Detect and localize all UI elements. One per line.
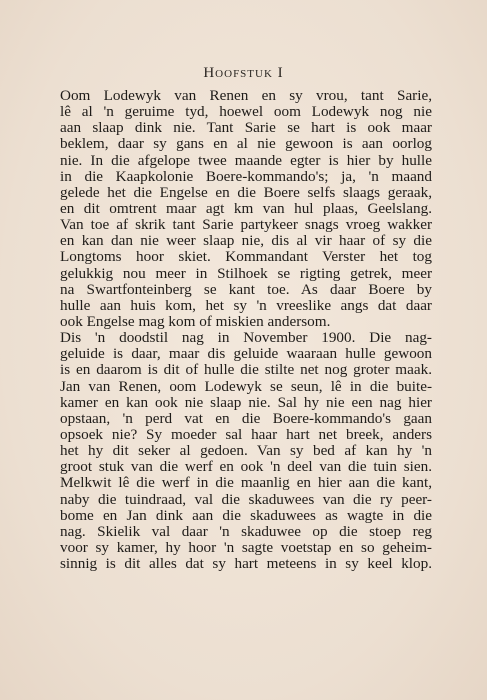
text-line: geluide is daar, maar dis geluide waaraan hulle gewoon (60, 345, 432, 363)
text-line: gelede het die Engelse en die Boere selfs slaags geraak, (60, 183, 432, 201)
text-line: Van toe af skrik tant Sarie partykeer snags vroeg wakker (60, 216, 432, 234)
text-line: aan slaap dink nie. Tant Sarie se hart is ook maar (60, 119, 432, 137)
text-line: nag. Skielik val daar 'n skaduwee op die stoep reg (60, 522, 432, 540)
text-line: bome en Jan dink aan die skaduwees as wagte in die (60, 506, 432, 524)
text-line: beklem, daar sy gans en al nie gewoon is aan oorlog (60, 135, 432, 153)
text-line: gelukkig nou meer in Stilhoek se rigting getrek, meer (60, 264, 432, 282)
text-line: lê al 'n geruime tyd, hoewel oom Lodewyk nog nie (60, 103, 432, 121)
text-line: en kan dan nie weer slaap nie, dis al vir haar of sy die (60, 232, 432, 250)
text-line: nie. In die afgelope twee maande egter is hier by hulle (60, 151, 432, 169)
text-line: opstaan, 'n perd vat en die Boere-kommando's gaan (60, 409, 432, 427)
text-line: hulle aan huis kom, het sy 'n vreeslike angs dat daar (60, 296, 432, 314)
text-line: kamer en kan ook nie slaap nie. Sal hy nie een nag hier (60, 393, 432, 411)
text-line: Oom Lodewyk van Renen en sy vrou, tant Sarie, (60, 87, 432, 104)
text-line: Melkwit lê die werf in die maanlig en hier aan die kant, (60, 474, 432, 492)
chapter-title: Hoofstuk I (203, 65, 284, 81)
text-line: na Swartfonteinberg se kant toe. As daar Boere by (60, 280, 432, 298)
text-line: in die Kaapkolonie Boere-kommando's; ja, 'n maand (60, 167, 432, 185)
text-line: het hy dit seker al gedoen. Van sy bed af kan hy 'n (60, 442, 432, 460)
text-line: groot stuk van die werf en ook 'n deel van die tuin sien. (60, 458, 432, 476)
text-line: naby die tuindraad, val die skaduwees van die ry peer- (60, 490, 432, 508)
text-line: Jan van Renen, oom Lodewyk se seun, lê in die buite- (60, 377, 432, 395)
text-line: Dis 'n doodstil nag in November 1900. Die nag- (60, 329, 432, 347)
text-line: opsoek nie? Sy moeder sal haar hart net breek, anders (60, 425, 432, 443)
text-line: ook Engelse mag kom of miskien andersom. (60, 312, 331, 330)
text-line: Longtoms hoor skiet. Kommandant Verster het tog (60, 248, 432, 266)
text-line: en dit omtrent maar agt km van hul plaas, Geelslang. (60, 199, 432, 217)
body-text (60, 88, 432, 572)
text-line: is en daarom is dit of hulle die stilte net nog groter maak. (60, 361, 432, 379)
text-line: sinnig is dit alles dat sy hart meteens in sy keel klop. (60, 555, 432, 573)
text-line: voor sy kamer, hy hoor 'n sagte voetstap en so geheim- (60, 538, 432, 556)
